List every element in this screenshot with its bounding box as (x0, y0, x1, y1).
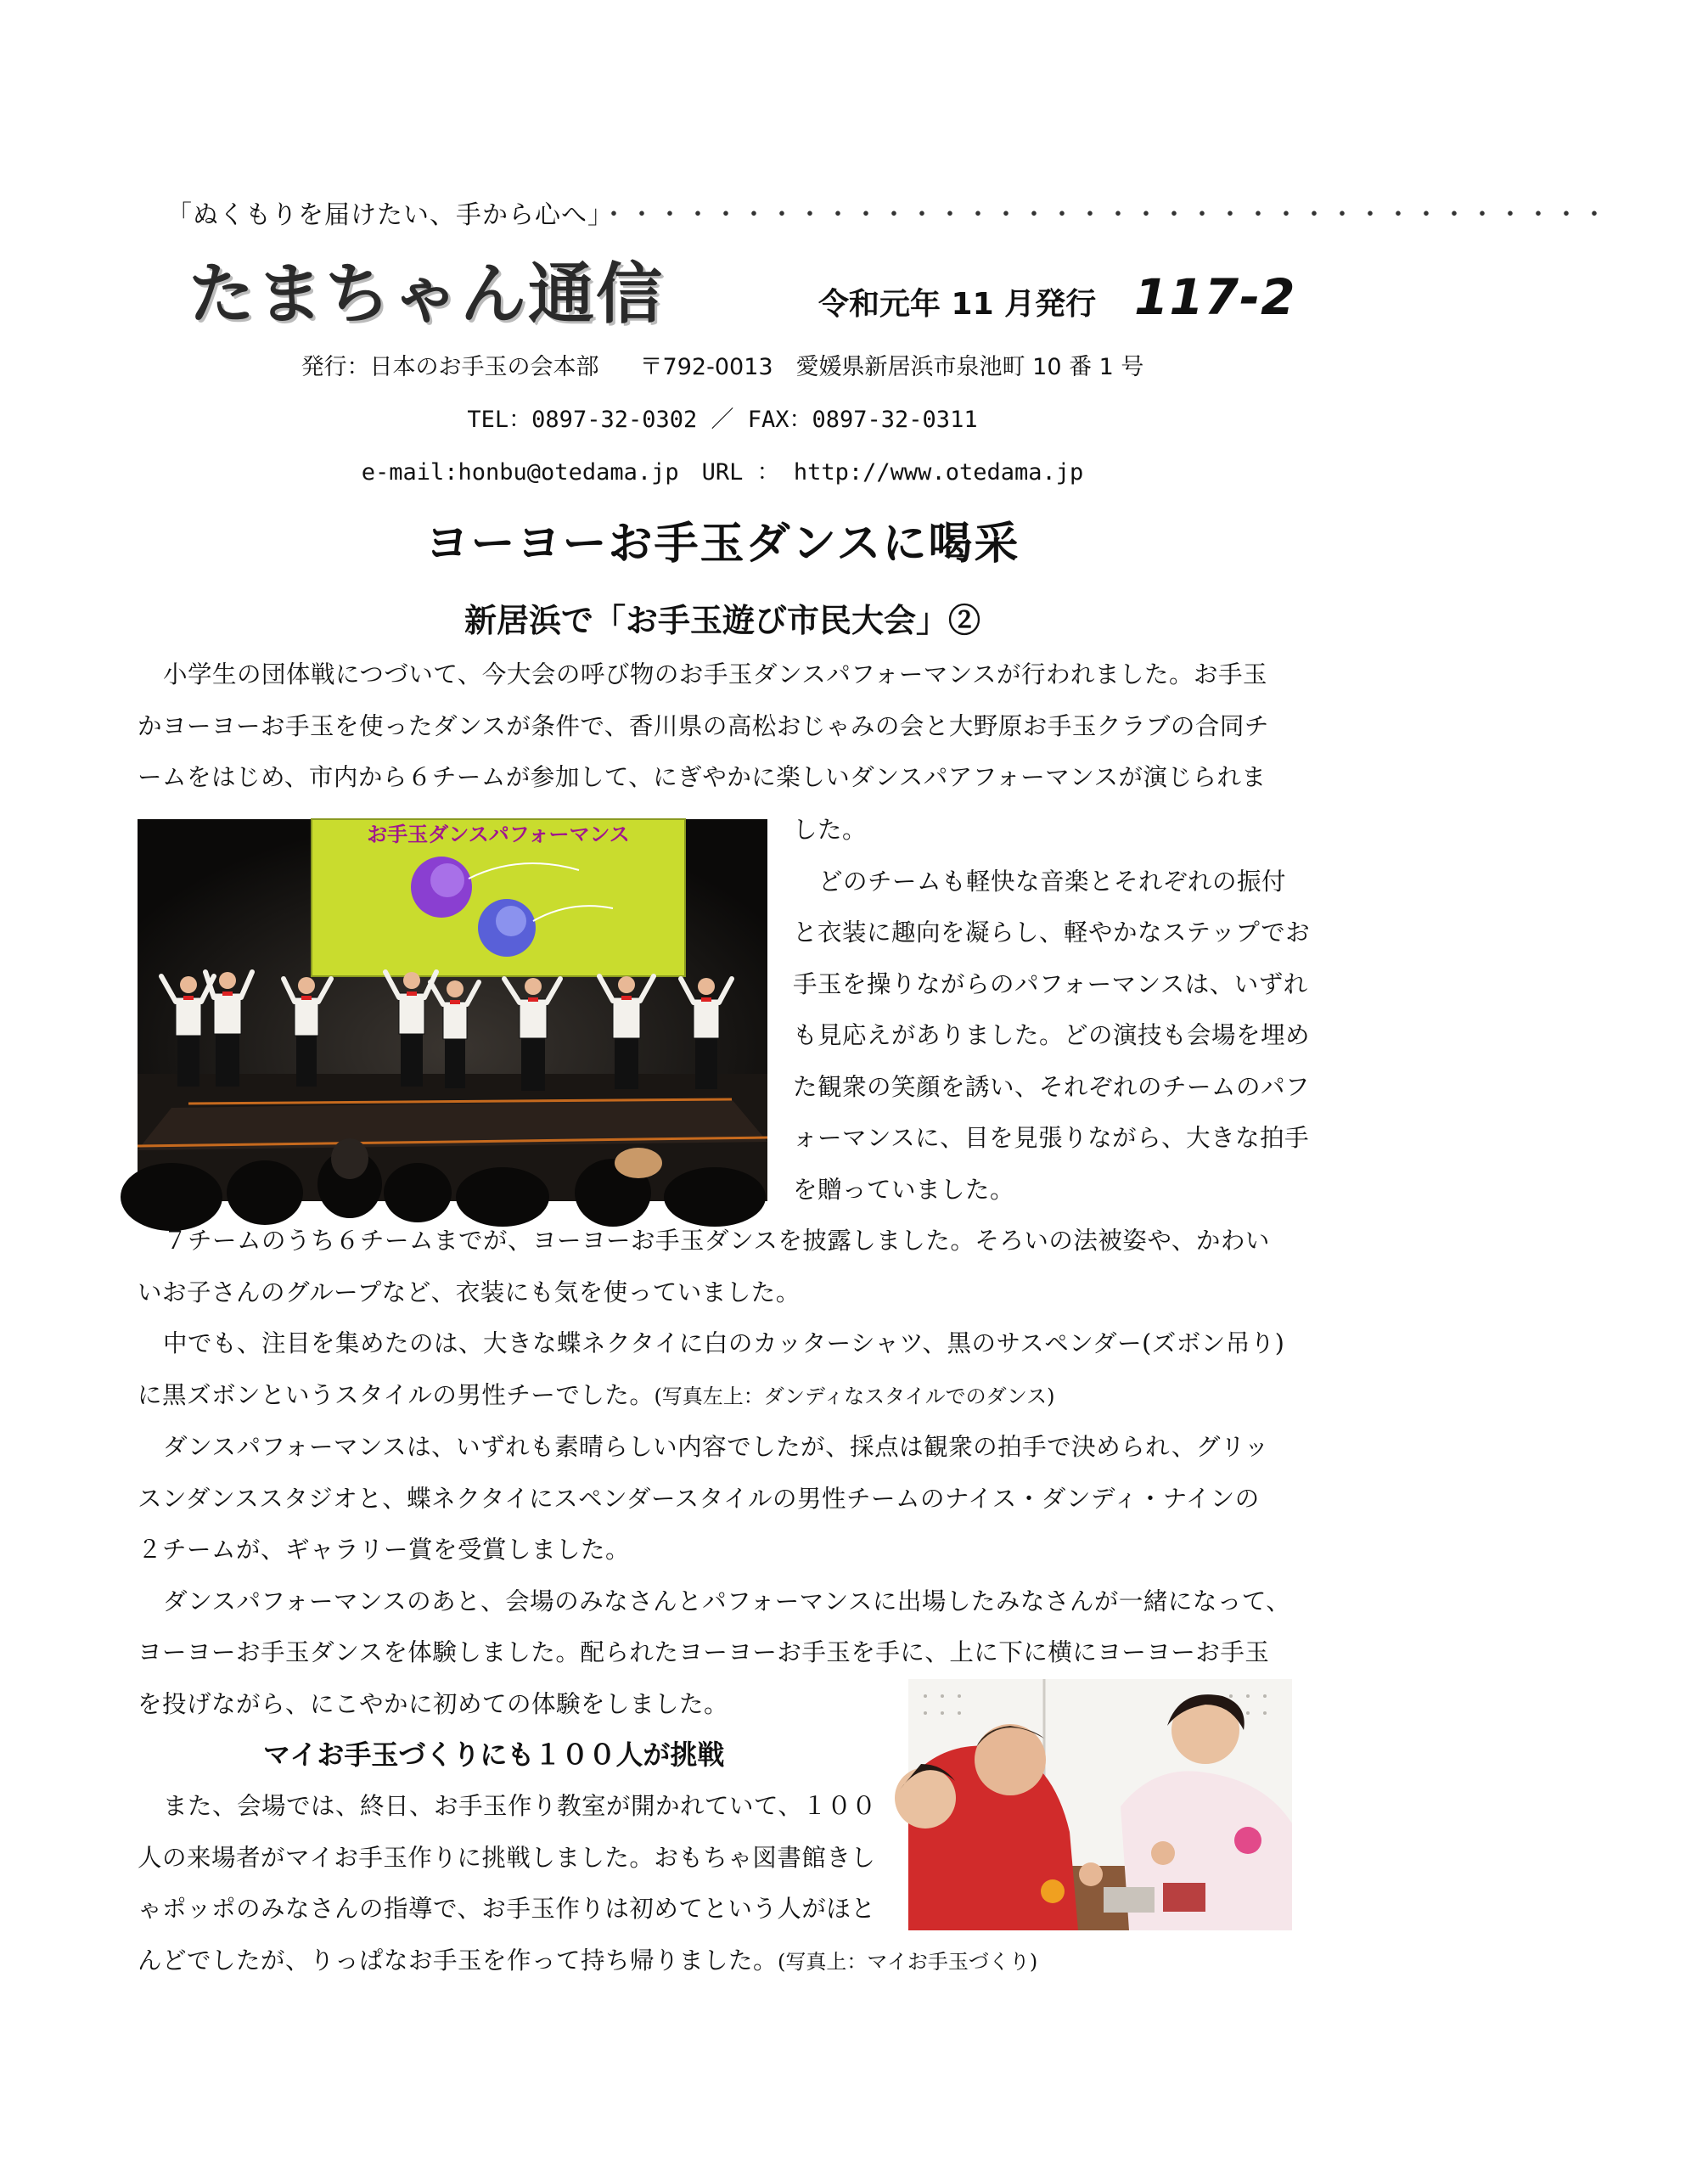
p4-line: に黒ズボンというスタイルの男性チーでした。 (138, 1380, 655, 1409)
slogan (166, 194, 1610, 231)
workshop-photo-illustration (908, 1679, 1292, 1930)
issue-date: 令和元年 11 月発行 (818, 287, 1097, 322)
p6-line: ダンスパフォーマンスのあと、会場のみなさんとパフォーマンスに出場したみなさんが一緒になって、 (163, 1587, 1291, 1615)
slogan-dots: ・・・・・・・・・・・・・・・・・・・・・・・・・・・・・・・・・・・・ (601, 200, 1610, 230)
paragraph-1 (138, 649, 1309, 804)
p7-line: ゃポッポのみなさんの指導で、お手玉作りは初めてという人がほと (138, 1895, 876, 1923)
p2-line: と衣装に趣向を凝らし、軽やかなステップでお (793, 918, 1311, 947)
publisher-address: 〒792-0013 愛媛県新居浜市泉池町 10 番 1 号 (639, 354, 1144, 380)
p6-line: ヨーヨーお手玉ダンスを体験しました。配られたヨーヨーお手玉を手に、上に下に横にヨーヨーお手玉 (138, 1638, 1270, 1666)
p7-line: んどでしたが、りっぱなお手玉を作って持ち帰りました。 (138, 1946, 778, 1975)
issue-number: 117-2 (1134, 268, 1296, 326)
p6-line: を投げながら、にこやかに初めての体験をしました。 (138, 1689, 729, 1718)
publisher-name: 発行：日本のお手玉の会本部 (301, 354, 599, 380)
p5-line: ダンスパフォーマンスは、いずれも素晴らしい内容でしたが、採点は観衆の拍手で決められ、グリッ (163, 1433, 1269, 1461)
newsletter-logo: たまちゃん通信 (188, 256, 665, 333)
p2-line: た観衆の笑顔を誘い、それぞれのチームのパフ (793, 1072, 1311, 1101)
photo-caption-dance: (写真左上：ダンディなスタイルでのダンス) (654, 1384, 1055, 1408)
p7-line: 人の来場者がマイお手玉作りに挑戦しました。おもちゃ図書館きし (138, 1843, 876, 1872)
p1-line: かヨーヨーお手玉を使ったダンスが条件で、香川県の高松おじゃみの会と大野原お手玉クラブの合同チ (138, 711, 1269, 740)
otedama-making-photo (908, 1679, 1292, 1930)
section-heading-otedama-making: マイお手玉づくりにも１００人が挑戦 (263, 1739, 725, 1771)
side-column (793, 805, 1319, 1216)
p5-line: ２チームが、ギャラリー賞を受賞しました。 (138, 1536, 631, 1564)
p3-line: いお子さんのグループなど、衣装にも気を使っていました。 (138, 1278, 801, 1306)
p2-line: どのチームも軽快な音楽とそれぞれの振付 (818, 867, 1287, 896)
publisher-line (0, 348, 1445, 381)
article-headline: ヨーヨーお手玉ダンスに喝采 (424, 519, 1020, 570)
p2-line: も見応えがありました。どの演技も会場を埋め (793, 1021, 1311, 1049)
p5-line: スンダンススタジオと、蝶ネクタイにスペンダースタイルの男性チームのナイス・ダンディ・ナインの (138, 1484, 1260, 1513)
stage-dance-photo (138, 819, 767, 1201)
paragraph-7 (138, 1781, 1038, 1987)
p4-line: 中でも、注目を集めたのは、大きな蝶ネクタイに白のカッターシャツ、黒のサスペンダー(ズボン吊り) (163, 1329, 1285, 1357)
p2-line: 手玉を操りながらのパフォーマンスは、いずれ (793, 969, 1308, 998)
p1-side-line: した。 (793, 816, 868, 844)
p2-line: ォーマンスに、目を見張りながら、大きな拍手 (793, 1124, 1310, 1152)
screen-banner-text: お手玉ダンスパフォーマンス (367, 823, 630, 846)
slogan-text: 「ぬくもりを届けたい、手から心へ」 (166, 200, 601, 230)
email-url: e-mail:honbu@otedama.jp URL ： http://www.otedama.jp (361, 459, 1084, 486)
p7-line: また、会場では、終日、お手玉作り教室が開かれていて、１００ (163, 1792, 877, 1820)
p1-line: ームをはじめ、市内から６チームが参加して、にぎやかに楽しいダンスパアフォーマンスが演じられま (138, 763, 1267, 791)
article-subhead: 新居浜で「お手玉遊び市民大会」② (464, 601, 980, 639)
stage-photo-illustration (138, 819, 767, 1201)
p1-line: 小学生の団体戦につづいて、今大会の呼び物のお手玉ダンスパフォーマンスが行われました。お手玉 (163, 660, 1268, 688)
photo-caption-making: (写真上：マイお手玉づくり) (778, 1949, 1038, 1974)
body-paragraphs (138, 1216, 1326, 1730)
tel-fax: TEL：0897-32-0302 ／ FAX：0897-32-0311 (467, 407, 978, 433)
p3-line: ７チームのうち６チームまでが、ヨーヨーお手玉ダンスを披露しました。そろいの法被姿や、かわい (163, 1227, 1270, 1255)
p2-line: を贈っていました。 (793, 1175, 1015, 1204)
